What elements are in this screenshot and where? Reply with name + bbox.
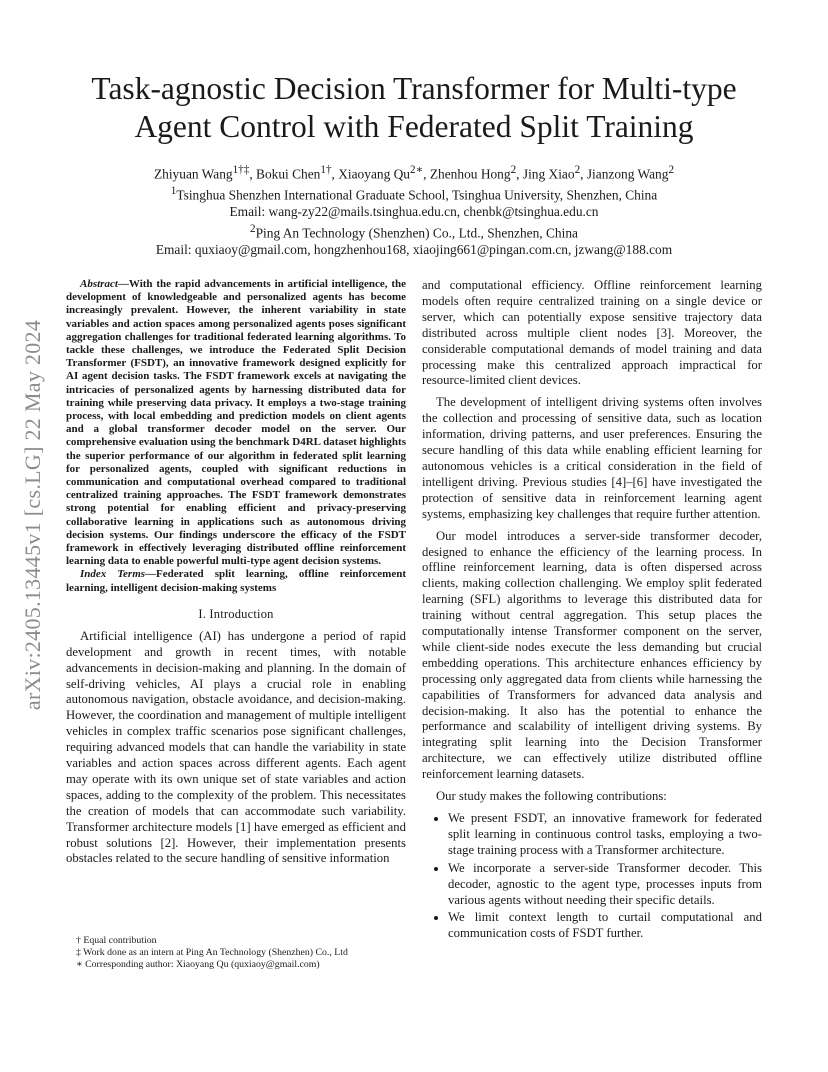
affil1-mark: 1 <box>170 184 177 197</box>
left-column <box>66 278 406 867</box>
abstract <box>66 278 406 568</box>
section-heading-introduction: I. Introduction <box>198 606 274 621</box>
affiliation-1 <box>60 183 768 204</box>
intro-paragraph-4: Our study makes the following contributions: <box>436 789 667 804</box>
index-terms-label: Index Terms <box>80 568 146 581</box>
intro-paragraph-2: The development of intelligent driving systems often involves the collection and processing of sensitive data, such as location information, driving patterns, and user preferences. Ensuring the secure handling of this data while enabling efficient learning for autonomous vehicles is a critical consideration in the field of intelligent driving. Previous studies [4]–[6] have investigated the protection of sensitive data in reinforcement learning agent systems, emphasizing key challenges that require further attention. <box>422 395 762 521</box>
intro-paragraph-3: Our model introduces a server-side transformer decoder, designed to enhance the efficiency of the learning process. In offline reinforcement learning, data is often dispersed across clients, making collection challenging. We employ split federated learning (SFL) algorithms to leverage this distributed data for training without central aggregation. This setup places the computationally intense Transformer component on the server, while client-side nodes execute the less demanding but crucial embedding operations. This architecture enhances efficiency by processing only aggregated data from clients while harnessing the capabilities of Transformers for advanced data analysis and decision-making. It also has the potential to enhance the performance and scalability of intelligent driving systems. By integrating split learning into the Decision Transformer architecture, we can effectively utilize distributed offline reinforcement learning datasets. <box>422 528 762 782</box>
email-line-2: Email: quxiaoy@gmail.com, hongzhenhou168, xiaojing661@pingan.com.cn, jzwang@188.com <box>155 242 673 258</box>
abstract-label: Abstract <box>80 278 118 290</box>
footnote-corresponding: ∗ Corresponding author: Xiaoyang Qu (quxiaoy@gmail.com) <box>76 959 320 971</box>
list-item: • We present FSDT, an innovative framework for federated split learning in continuous control tasks, employing a two-stage training process with a Transformer architecture. <box>448 811 762 859</box>
contributions-list <box>422 811 762 942</box>
list-item: • We limit context length to curtail computational and communication costs of FSDT further. <box>448 910 762 942</box>
intro-paragraph-1: Artificial intelligence (AI) has undergone a period of rapid development and growth in recent times, with notable advancements in decision-making and planning. In the domain of self-driving vehicles, AI plays a crucial role in enabling autonomous navigation, obstacle avoidance, and decision-making. However, the coordination and management of multiple intelligent vehicles in complex traffic scenarios pose significant challenges, requiring advanced models that can handle the variability in state variables and action spaces across different agents. Each agent may operate with its own unique set of state variables and action spaces, adding to the complexity of the problem. This necessitates the creation of models that can accommodate such variability. Transformer architecture models [1] have emerged as efficient and robust solutions [2]. However, their implementation presents obstacles related to the secure handling of sensitive information <box>66 628 406 866</box>
list-item: • We incorporate a server-side Transformer decoder. This decoder, agnostic to the agent type, processes inputs from various agents without needing their specific details. <box>448 861 762 909</box>
affiliation-2 <box>60 221 768 242</box>
affil2-mark: 2 <box>250 222 256 235</box>
right-column <box>422 278 762 944</box>
arxiv-id-label: arXiv:2405.13445v1 [cs.LG] 22 May 2024 <box>20 319 45 711</box>
index-terms-text: —Federated split learning, offline reinforcement learning, intelligent decision-making systems <box>66 568 406 594</box>
footnote-intern: ‡ Work done as an intern at Ping An Technology (Shenzhen) Co., Ltd <box>76 947 348 959</box>
author-block <box>60 162 768 258</box>
affil1-text: Tsinghua Shenzhen International Graduate School, Tsinghua University, Shenzhen, China <box>176 187 658 203</box>
index-terms <box>66 568 406 594</box>
title-line-2: Agent Control with Federated Split Training <box>134 109 694 144</box>
email-line-1: Email: wang-zy22@mails.tsinghua.edu.cn, chenbk@tsinghua.edu.cn <box>229 204 599 220</box>
arxiv-watermark <box>18 295 48 735</box>
affil2-text: Ping An Technology (Shenzhen) Co., Ltd., Shenzhen, China <box>255 225 578 241</box>
paper-title <box>60 70 768 146</box>
footnotes <box>76 935 406 972</box>
abstract-text: —With the rapid advancements in artificial intelligence, the development of knowledgeable and personalized agents has become increasingly prevalent. However, the inherent variability in state variables and action spaces among personalized agents poses significant aggregation challenges for traditional federated learning algorithms. To tackle these challenges, we introduce the Federated Split Decision Transformer (FSDT), an innovative framework designed explicitly for AI agent decision tasks. The FSDT framework excels at navigating the intricacies of personalized agents by harnessing distributed data for training while preserving data privacy. It employs a two-stage training process, with local embedding and prediction models on client agents and a global transformer decoder model on the server. Our comprehensive evaluation using the benchmark D4RL dataset highlights the superior performance of our algorithm in federated split learning for personalized agents, coupled with significant reductions in communication and computational overhead compared to traditional centralized training approaches. The FSDT framework demonstrates strong potential for enabling efficient and privacy-preserving collaborative learning in applications such as autonomous driving decision systems. Our findings underscore the efficacy of the FSDT framework in effectively leveraging distributed offline reinforcement learning data to enable powerful multi-type agent decision systems. <box>66 278 406 568</box>
title-line-1: Task-agnostic Decision Transformer for Multi-type <box>91 71 737 106</box>
intro-continuation: and computational efficiency. Offline reinforcement learning models often require centralized training on a single device or server, which can potentially expose sensitive trajectory data distributed across multiple client nodes [3]. Moreover, the considerable computational demands of model training and data processing make this centralized approach impractical for resource-limited client devices. <box>422 278 762 388</box>
author-names: Zhiyuan Wang$^{1\dagger\ddagger}$, Bokui Chen$^{1\dagger}$, Xiaoyang $Qu^{2∗}$, Zhenhou Hong$^2$, Jing Xiao$^2$, Jianzong Wang$^2$ <box>153 164 675 182</box>
footnote-equal-contribution: † Equal contribution <box>76 935 157 946</box>
